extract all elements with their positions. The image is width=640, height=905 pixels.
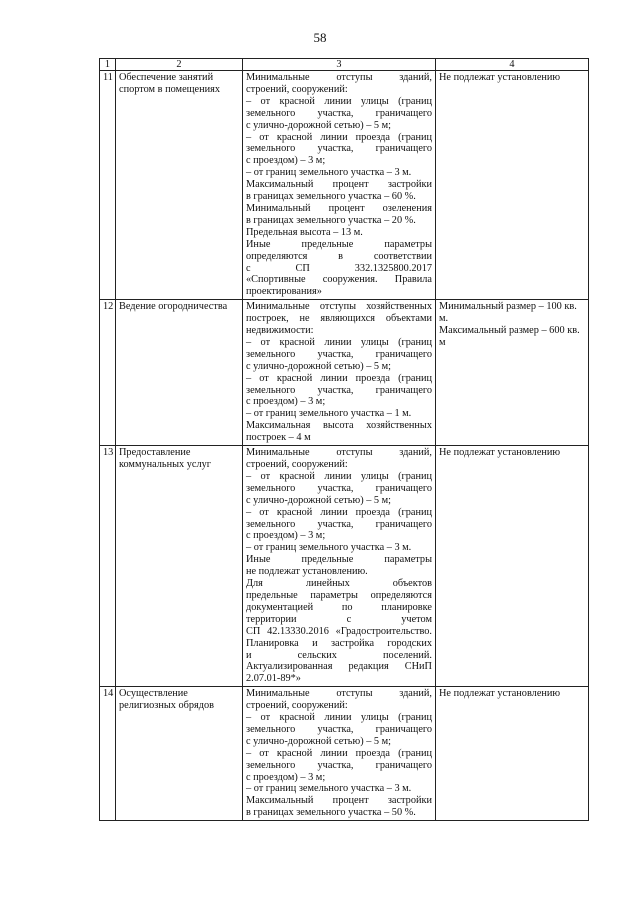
- parameter-line: строений, сооружений:: [246, 83, 348, 95]
- header-cell-1: 1: [100, 59, 116, 71]
- parameter-line: – от красной линии улицы (границ: [246, 336, 432, 348]
- parameter-line: Минимальные отступы зданий,: [246, 447, 432, 459]
- land-use-type: Предоставление коммунальных услуг: [116, 446, 243, 687]
- table-row: [100, 446, 589, 687]
- row-number: 14: [100, 687, 116, 821]
- parameter-line: – от красной линии улицы (границ: [246, 712, 432, 724]
- parameter-line: – от красной линии улицы (границ: [246, 470, 432, 482]
- parameter-line: с проездом) – 3 м;: [246, 396, 326, 408]
- parameter-line: проектирования»: [246, 286, 322, 298]
- parameter-line: и сельских поселений.: [246, 649, 432, 661]
- table-row: [100, 71, 589, 300]
- size-limit-line: Минимальный размер – 100 кв. м.: [439, 301, 577, 325]
- parameter-line: земельного участка, граничащего: [246, 348, 432, 360]
- parameter-line: земельного участка, граничащего: [246, 143, 432, 155]
- parameter-line: Минимальные отступы зданий,: [246, 688, 432, 700]
- parameter-line: 2.07.01-89*»: [246, 673, 301, 685]
- size-limit-line: Максимальный размер – 600 кв. м: [439, 325, 580, 348]
- parameter-line: с улично-дорожной сетью) – 5 м;: [246, 735, 392, 747]
- parameter-line: Максимальная высота хозяйственных: [246, 420, 432, 432]
- parameter-line: – от границ земельного участка – 3 м.: [246, 542, 412, 554]
- parameter-line: Планировка и застройка городских: [246, 637, 432, 649]
- table-header-row: [100, 59, 589, 71]
- parameter-line: земельного участка, граничащего: [246, 518, 432, 530]
- parameter-line: Минимальные отступы зданий,: [246, 72, 432, 83]
- parameter-line: земельного участка, граничащего: [246, 723, 432, 735]
- parameter-line: земельного участка, граничащего: [246, 107, 432, 119]
- parameter-line: Максимальный процент застройки: [246, 795, 432, 807]
- parameter-line: предельные параметры определяются: [246, 589, 432, 601]
- parameter-line: Максимальный процент застройки: [246, 179, 432, 191]
- table-row: [100, 687, 589, 821]
- parameter-line: земельного участка, граничащего: [246, 384, 432, 396]
- parameter-line: в границах земельного участка – 60 %.: [246, 191, 416, 203]
- size-limit-line: Не подлежат установлению: [439, 688, 561, 700]
- parameter-line: построек – 4 м: [246, 432, 311, 444]
- parameter-line: в границах земельного участка – 20 %.: [246, 214, 416, 226]
- regulations-table: [99, 58, 589, 821]
- row-number: 11: [100, 71, 116, 300]
- parameter-line: – от красной линии проезда (границ: [246, 506, 432, 518]
- parameter-line: Предельная высота – 13 м.: [246, 226, 363, 238]
- land-use-type: Ведение огородничества: [116, 300, 243, 446]
- parameter-line: Для линейных объектов: [246, 578, 432, 590]
- size-limits-cell: [436, 71, 589, 300]
- parameter-line: с улично-дорожной сетью) – 5 м;: [246, 119, 392, 131]
- parameter-line: – от красной линии улицы (границ: [246, 95, 432, 107]
- parameter-line: строений, сооружений:: [246, 700, 348, 712]
- parameter-line: в границах земельного участка – 50 %.: [246, 807, 416, 819]
- parameter-line: не подлежат установлению.: [246, 566, 368, 578]
- parameter-line: с улично-дорожной сетью) – 5 м;: [246, 360, 392, 372]
- parameter-line: с улично-дорожной сетью) – 5 м;: [246, 494, 392, 506]
- size-limits-cell: [436, 687, 589, 821]
- header-cell-4: 4: [436, 59, 589, 71]
- parameter-line: Актуализированная редакция СНиП: [246, 661, 432, 673]
- parameter-line: с проездом) – 3 м;: [246, 530, 326, 542]
- parameter-line: с проездом) – 3 м;: [246, 771, 326, 783]
- parameter-line: – от красной линии проезда (границ: [246, 372, 432, 384]
- size-limits-cell: [436, 446, 589, 687]
- parameter-line: Минимальный процент озеленения: [246, 202, 432, 214]
- parameter-line: Минимальные отступы хозяйственных: [246, 301, 432, 313]
- row-number: 12: [100, 300, 116, 446]
- header-cell-3: 3: [243, 59, 436, 71]
- parameter-line: документацией по планировке: [246, 601, 432, 613]
- parameter-line: недвижимости:: [246, 325, 314, 337]
- row-number: 13: [100, 446, 116, 687]
- parameter-line: земельного участка, граничащего: [246, 482, 432, 494]
- parameters-cell: [243, 71, 436, 300]
- parameter-line: – от красной линии проезда (границ: [246, 131, 432, 143]
- parameter-line: определяются в соответствии: [246, 250, 432, 262]
- parameter-line: – от границ земельного участка – 3 м.: [246, 783, 412, 795]
- header-cell-2: 2: [116, 59, 243, 71]
- parameters-cell: [243, 687, 436, 821]
- parameter-line: Иные предельные параметры: [246, 554, 432, 566]
- parameter-line: земельного участка, граничащего: [246, 759, 432, 771]
- parameter-line: Иные предельные параметры: [246, 238, 432, 250]
- table-row: [100, 300, 589, 446]
- parameter-line: – от границ земельного участка – 3 м.: [246, 167, 412, 179]
- page-number: 58: [313, 30, 327, 45]
- parameter-line: СП 42.13330.2016 «Градостроительство.: [246, 625, 432, 637]
- parameters-cell: [243, 300, 436, 446]
- parameter-line: – от красной линии проезда (границ: [246, 747, 432, 759]
- parameter-line: с проездом) – 3 м;: [246, 155, 326, 167]
- parameter-line: – от границ земельного участка – 1 м.: [246, 408, 412, 420]
- size-limit-line: Не подлежат установлению: [439, 72, 561, 83]
- parameters-cell: [243, 446, 436, 687]
- parameter-line: «Спортивные сооружения. Правила: [246, 274, 432, 286]
- land-use-type: Осуществление религиозных обрядов: [116, 687, 243, 821]
- parameter-line: строений, сооружений:: [246, 459, 348, 470]
- size-limits-cell: [436, 300, 589, 446]
- parameter-line: территории с учетом: [246, 613, 432, 625]
- parameter-line: построек, не являющихся объектами: [246, 313, 432, 325]
- parameter-line: с СП 332.1325800.2017: [246, 262, 432, 274]
- land-use-type: Обеспечение занятий спортом в помещениях: [116, 71, 243, 300]
- size-limit-line: Не подлежат установлению: [439, 447, 561, 459]
